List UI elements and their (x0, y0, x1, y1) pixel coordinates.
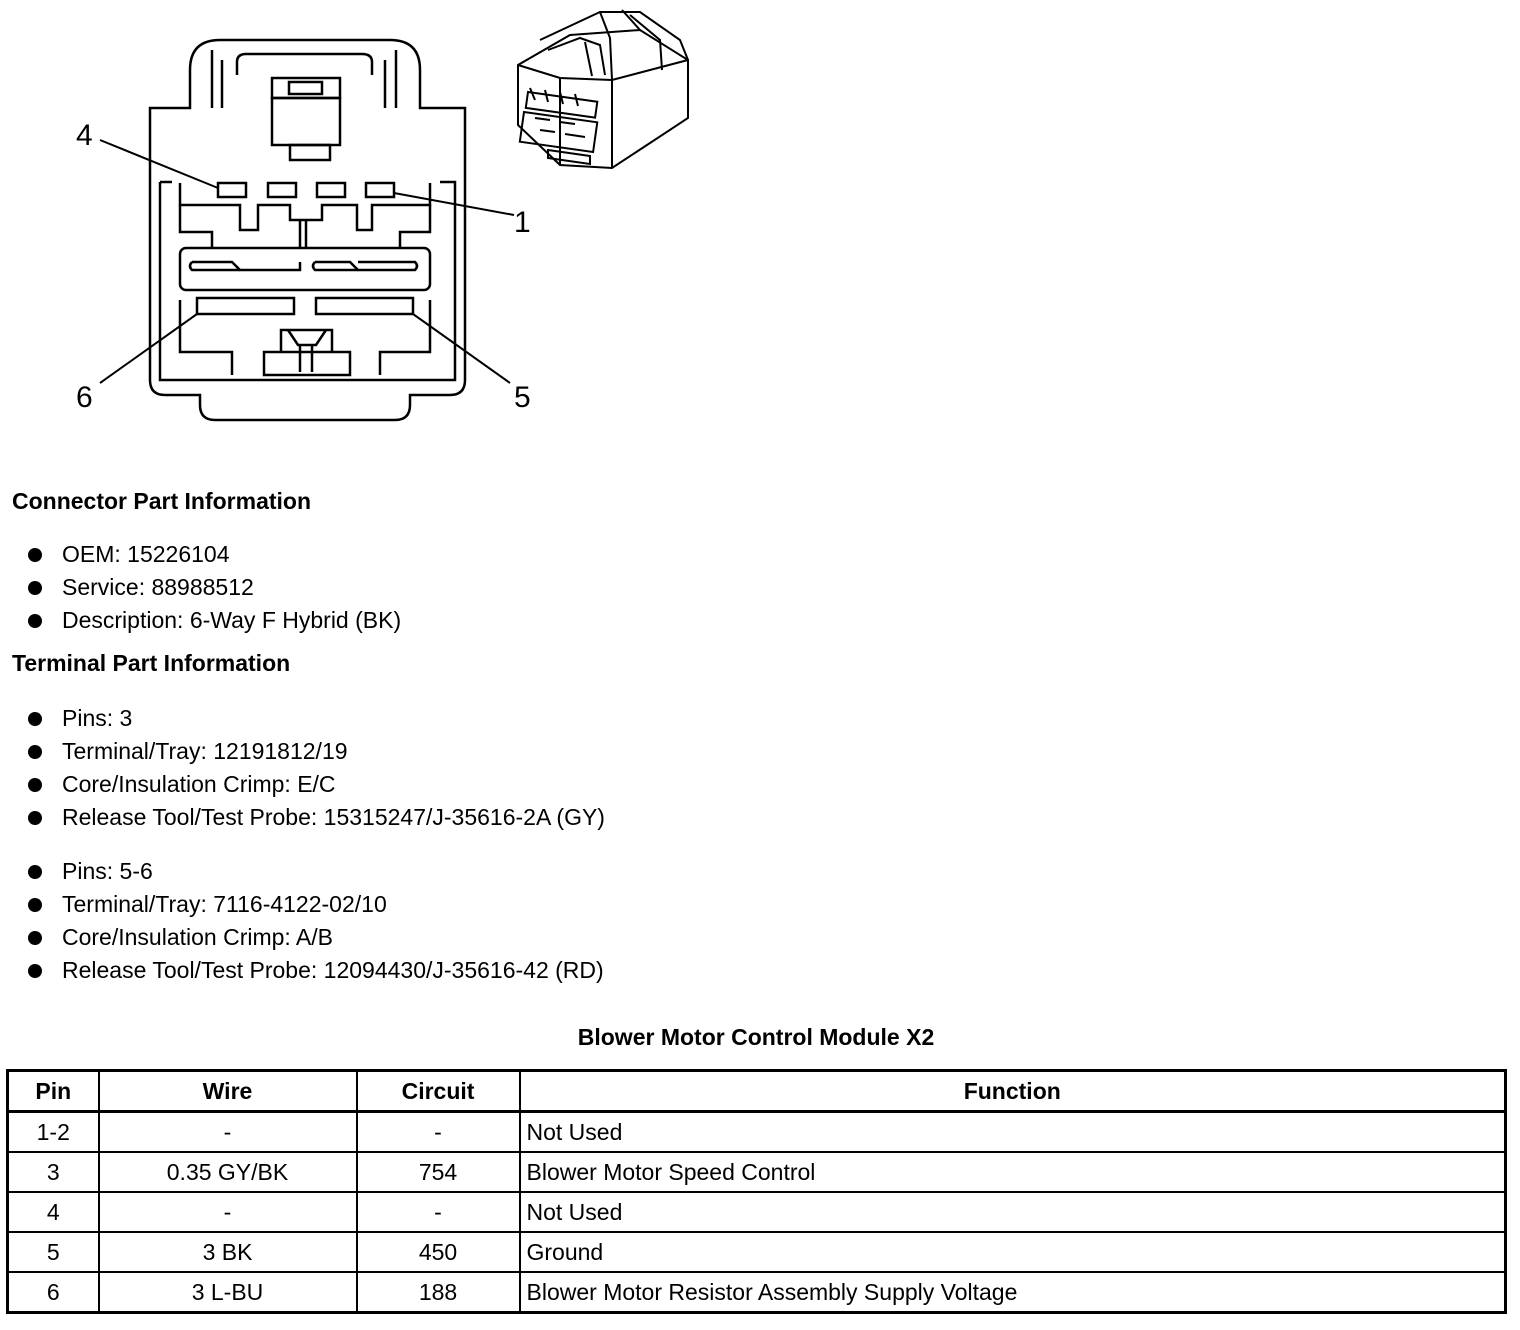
list-item: Core/Insulation Crimp: A/B (28, 921, 604, 954)
bullet-icon (28, 548, 42, 562)
pin-function-table (6, 1069, 1507, 1314)
cell-wire: - (99, 1112, 357, 1153)
cavity-4 (218, 183, 246, 197)
cell-function: Blower Motor Speed Control (520, 1152, 1506, 1192)
cell-circuit: - (357, 1192, 520, 1232)
pin-label-6: 6 (76, 381, 93, 414)
table-row (8, 1112, 1506, 1153)
terminal-part-info-heading: Terminal Part Information (12, 650, 291, 676)
connector-part-info-list (28, 538, 401, 637)
cell-pin: 1-2 (8, 1112, 99, 1153)
bullet-icon (28, 778, 42, 792)
table-row (8, 1232, 1506, 1272)
list-item: OEM: 15226104 (28, 538, 401, 571)
cell-pin: 4 (8, 1192, 99, 1232)
cell-function: Ground (520, 1232, 1506, 1272)
bullet-icon (28, 865, 42, 879)
column-header-circuit: Circuit (357, 1071, 520, 1112)
bullet-icon (28, 581, 42, 595)
connector-latch (237, 54, 372, 75)
cell-circuit: 450 (357, 1232, 520, 1272)
column-header-pin: Pin (8, 1071, 99, 1112)
cell-wire: - (99, 1192, 357, 1232)
pin-label-4: 4 (76, 119, 93, 152)
cell-function: Blower Motor Resistor Assembly Supply Voltage (520, 1272, 1506, 1313)
table-row (8, 1272, 1506, 1313)
table-header-row (8, 1071, 1506, 1112)
cavity-6 (197, 298, 294, 314)
connector-isometric-view (505, 0, 695, 180)
list-item: Service: 88988512 (28, 571, 401, 604)
cell-pin: 3 (8, 1152, 99, 1192)
column-header-function: Function (520, 1071, 1506, 1112)
cell-circuit: 754 (357, 1152, 520, 1192)
terminal-group-1-list (28, 702, 605, 834)
list-item: Description: 6-Way F Hybrid (BK) (28, 604, 401, 637)
bullet-icon (28, 931, 42, 945)
leader-line-5 (413, 314, 510, 383)
cavity-1 (366, 183, 394, 197)
cell-pin: 6 (8, 1272, 99, 1313)
bullet-icon (28, 745, 42, 759)
cell-function: Not Used (520, 1192, 1506, 1232)
cell-wire: 3 BK (99, 1232, 357, 1272)
list-item: Core/Insulation Crimp: E/C (28, 768, 605, 801)
list-item: Release Tool/Test Probe: 12094430/J-35616-42 (RD) (28, 954, 604, 987)
list-item: Terminal/Tray: 12191812/19 (28, 735, 605, 768)
leader-line-4 (100, 140, 218, 188)
cell-function: Not Used (520, 1112, 1506, 1153)
bullet-icon (28, 712, 42, 726)
pin-label-1: 1 (514, 206, 531, 239)
cell-pin: 5 (8, 1232, 99, 1272)
cavity-2 (317, 183, 345, 197)
connector-face-diagram (60, 0, 540, 430)
bullet-icon (28, 811, 42, 825)
pin-label-5: 5 (514, 381, 531, 414)
table-title: Blower Motor Control Module X2 (577, 1024, 935, 1050)
table-row (8, 1152, 1506, 1192)
bullet-icon (28, 614, 42, 628)
cell-circuit: - (357, 1112, 520, 1153)
bullet-icon (28, 964, 42, 978)
connector-part-info-heading: Connector Part Information (12, 488, 312, 514)
cell-wire: 0.35 GY/BK (99, 1152, 357, 1192)
column-header-wire: Wire (99, 1071, 357, 1112)
cell-circuit: 188 (357, 1272, 520, 1313)
list-item: Pins: 5-6 (28, 855, 604, 888)
list-item: Terminal/Tray: 7116-4122-02/10 (28, 888, 604, 921)
terminal-group-2-list (28, 855, 604, 987)
cavity-3 (268, 183, 296, 197)
leader-line-6 (100, 314, 197, 383)
bullet-icon (28, 898, 42, 912)
table-row (8, 1192, 1506, 1232)
list-item: Release Tool/Test Probe: 15315247/J-35616-2A (GY) (28, 801, 605, 834)
cavity-5 (316, 298, 413, 314)
cell-wire: 3 L-BU (99, 1272, 357, 1313)
list-item: Pins: 3 (28, 702, 605, 735)
